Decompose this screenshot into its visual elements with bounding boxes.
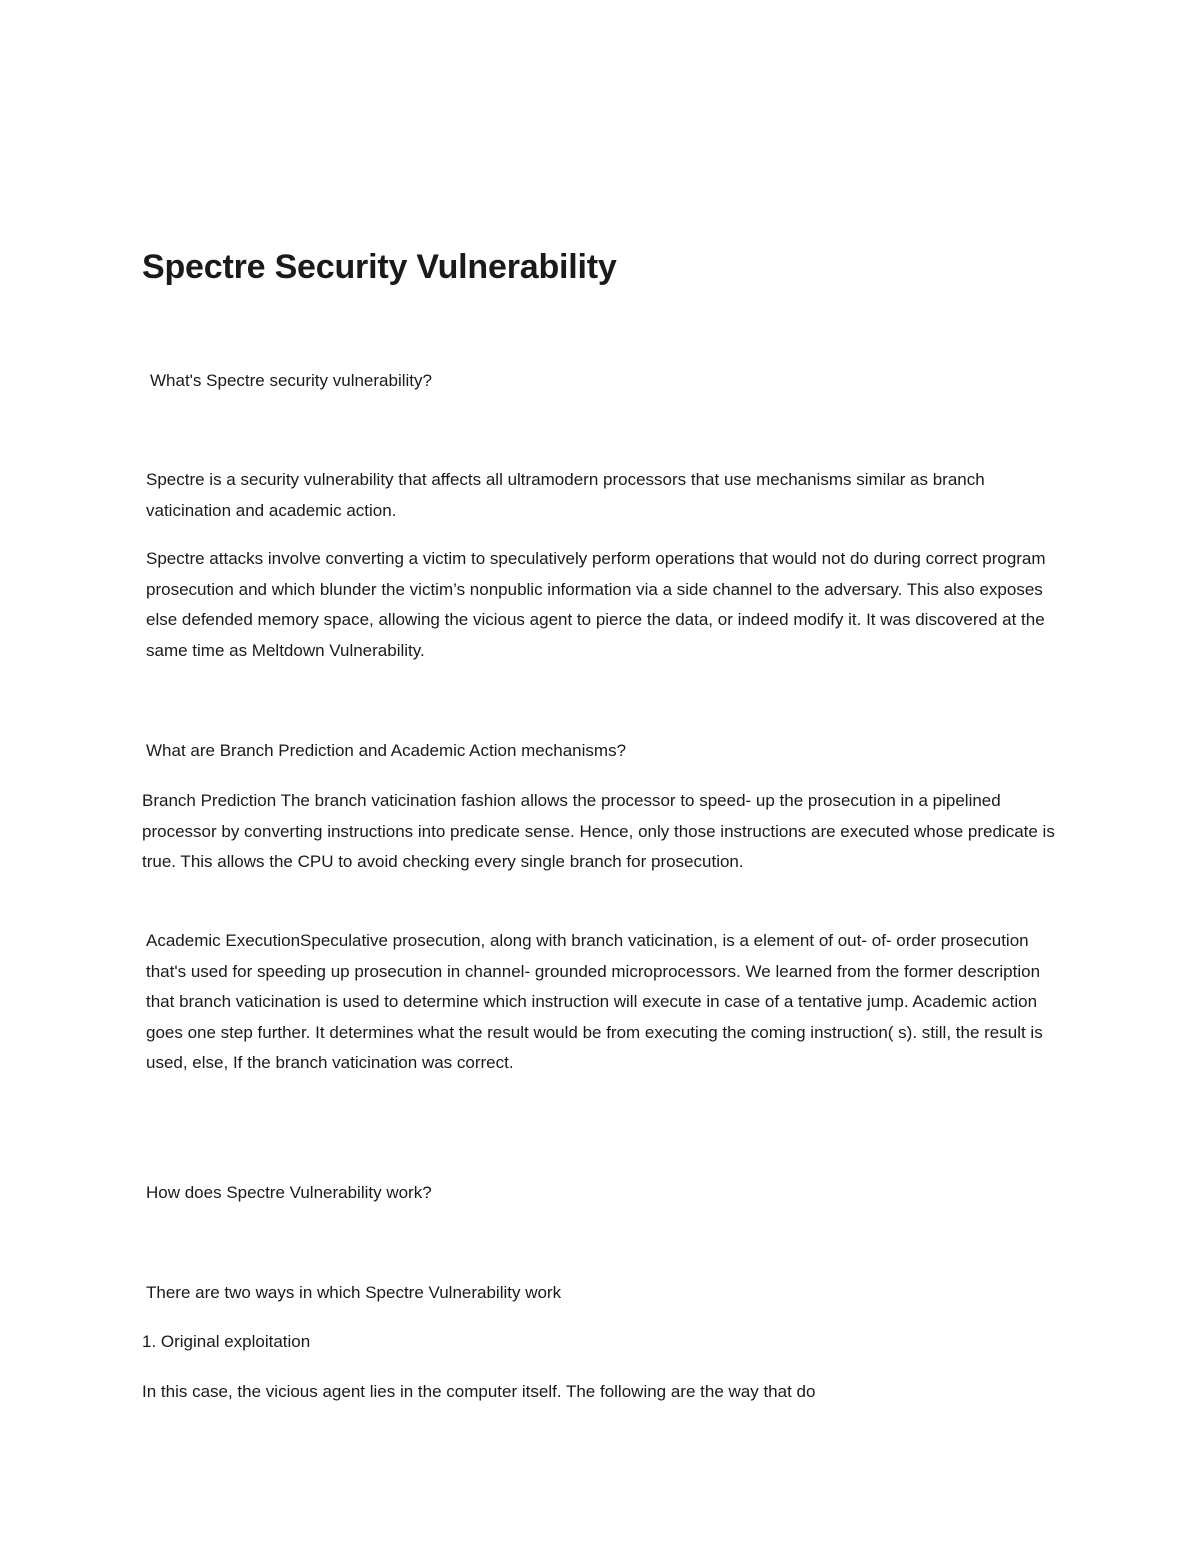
list-item-original-exploitation: 1. Original exploitation: [142, 1332, 311, 1351]
question-how-spectre-works: How does Spectre Vulnerability work?: [146, 1183, 432, 1202]
paragraph-spectre-attacks: Spectre attacks involve converting a victim to speculatively perform operations that would not do during correct program prosecution and which blunder the victim’s nonpublic information via a side channel to the adversary. This also exposes else defended memory space, allowing the vicious agent to pierce the data, or indeed modify it. It was discovered at the same time as Meltdown Vulnerability.: [146, 549, 1046, 660]
paragraph-spectre-definition: Spectre is a security vulnerability that affects all ultramodern processors that use mechanisms similar as branch vaticination and academic action.: [146, 470, 985, 520]
paragraph-vicious-agent: In this case, the vicious agent lies in the computer itself. The following are the way that do: [142, 1382, 816, 1401]
paragraph-two-ways: There are two ways in which Spectre Vulnerability work: [146, 1283, 562, 1302]
paragraph-academic-execution: Academic ExecutionSpeculative prosecution, along with branch vaticination, is a element of out- of- order prosecution that's used for speeding up prosecution in channel- grounded microprocessors. We learned from the former description that branch vaticination is used to determine which instruction will execute in case of a tentative jump. Academic action goes one step further. It determines what the result would be from executing the coming instruction( s). still, the result is used, else, If the branch vaticination was correct.: [146, 931, 1043, 1072]
question-whats-spectre: What's Spectre security vulnerability?: [150, 371, 432, 390]
document-title: Spectre Security Vulnerability: [142, 248, 617, 286]
paragraph-branch-prediction: Branch Prediction The branch vaticination fashion allows the processor to speed- up the prosecution in a pipelined processor by converting instructions into predicate sense. Hence, only those instructions are executed whose predicate is true. This allows the CPU to avoid checking every single branch for prosecution.: [142, 791, 1055, 871]
question-branch-prediction: What are Branch Prediction and Academic Action mechanisms?: [146, 741, 627, 760]
